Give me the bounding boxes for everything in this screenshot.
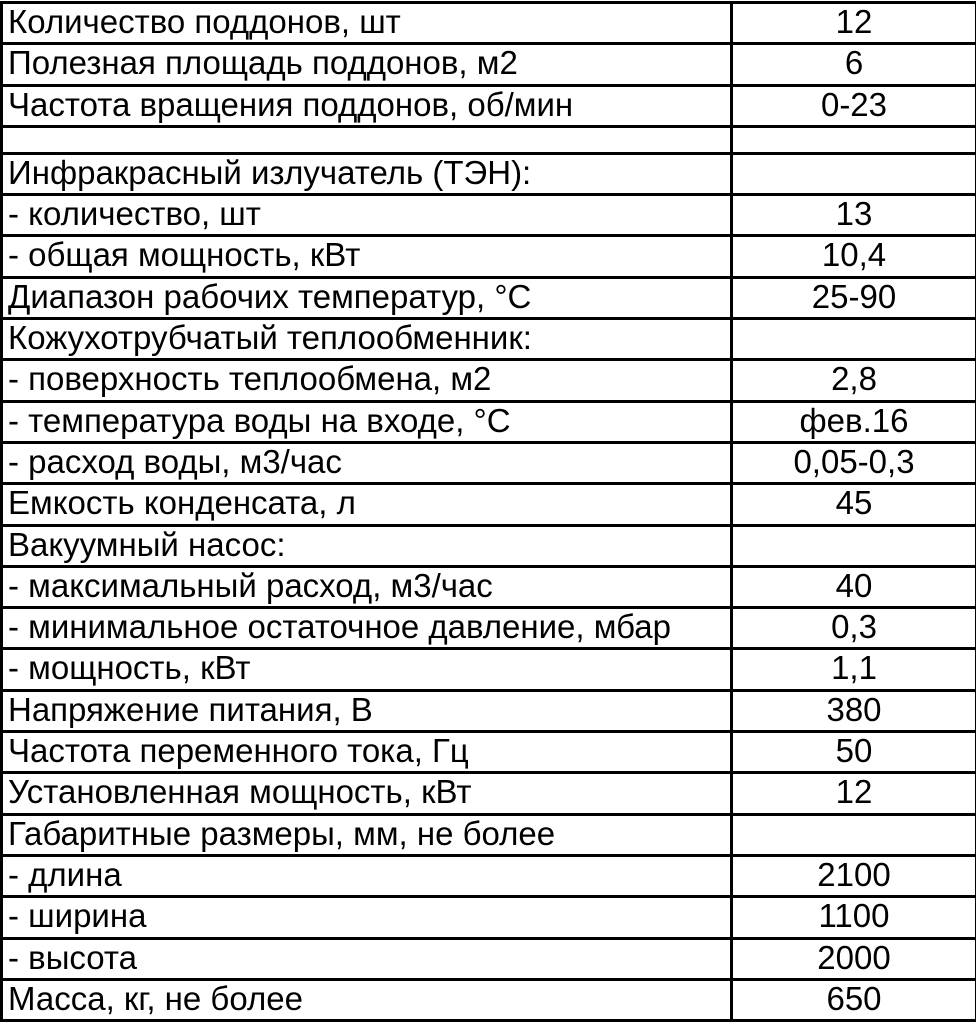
table-row <box>2 484 976 525</box>
param-value-cell <box>732 525 976 566</box>
param-value-cell: 0-23 <box>732 85 976 126</box>
param-value-cell: 650 <box>732 979 976 1020</box>
param-name-cell: Частота вращения поддонов, об/мин <box>2 85 732 126</box>
param-value-cell: 0,05-0,3 <box>732 442 976 483</box>
param-name-cell: Частота переменного тока, Гц <box>2 732 732 773</box>
param-name-cell: Габаритные размеры, мм, не более <box>2 814 732 855</box>
param-value-cell <box>732 319 976 360</box>
param-name-cell: Емкость конденсата, л <box>2 484 732 525</box>
table-row <box>2 814 976 855</box>
param-name-cell: - температура воды на входе, °С <box>2 401 732 442</box>
param-name-cell: - общая мощность, кВт <box>2 236 732 277</box>
table-row <box>2 401 976 442</box>
table-row <box>2 153 976 194</box>
param-name-cell: Вакуумный насос: <box>2 525 732 566</box>
param-value-cell: 12 <box>732 773 976 814</box>
param-name-cell: - длина <box>2 855 732 896</box>
table-row <box>2 3 976 44</box>
table-row <box>2 732 976 773</box>
param-name-cell: - расход воды, м3/час <box>2 442 732 483</box>
param-name-cell: - максимальный расход, м3/час <box>2 566 732 607</box>
param-value-cell: 1100 <box>732 897 976 938</box>
table-row <box>2 277 976 318</box>
table-row <box>2 773 976 814</box>
table-row <box>2 897 976 938</box>
param-value-cell: 6 <box>732 44 976 85</box>
param-name-cell: Напряжение питания, В <box>2 690 732 731</box>
param-value-cell: 50 <box>732 732 976 773</box>
param-name-cell: - минимальное остаточное давление, мбар <box>2 608 732 649</box>
table-row <box>2 649 976 690</box>
param-value-cell: 1,1 <box>732 649 976 690</box>
param-name-cell: Полезная площадь поддонов, м2 <box>2 44 732 85</box>
param-name-cell: Установленная мощность, кВт <box>2 773 732 814</box>
spec-table-body <box>2 3 976 1021</box>
param-name-cell: Инфракрасный излучатель (ТЭН): <box>2 153 732 194</box>
param-value-cell: 380 <box>732 690 976 731</box>
param-value-cell: 12 <box>732 3 976 44</box>
table-row <box>2 566 976 607</box>
specification-table <box>0 1 976 1022</box>
param-value-cell: фев.16 <box>732 401 976 442</box>
table-row <box>2 855 976 896</box>
table-row <box>2 608 976 649</box>
param-value-cell: 10,4 <box>732 236 976 277</box>
param-name-cell: Кожухотрубчатый теплообменник: <box>2 319 732 360</box>
table-row <box>2 126 976 153</box>
param-value-cell: 2000 <box>732 938 976 979</box>
param-value-cell: 2100 <box>732 855 976 896</box>
table-row <box>2 44 976 85</box>
param-value-cell: 0,3 <box>732 608 976 649</box>
param-name-cell: - количество, шт <box>2 195 732 236</box>
table-row <box>2 319 976 360</box>
param-value-cell: 13 <box>732 195 976 236</box>
table-row <box>2 690 976 731</box>
param-value-cell: 2,8 <box>732 360 976 401</box>
table-row <box>2 979 976 1020</box>
table-row <box>2 85 976 126</box>
param-value-cell: 25-90 <box>732 277 976 318</box>
param-name-cell: Диапазон рабочих температур, °С <box>2 277 732 318</box>
param-value-cell: 40 <box>732 566 976 607</box>
table-row <box>2 442 976 483</box>
param-name-cell: - высота <box>2 938 732 979</box>
param-name-cell: Масса, кг, не более <box>2 979 732 1020</box>
param-name-cell: - мощность, кВт <box>2 649 732 690</box>
param-value-cell <box>732 126 976 153</box>
param-name-cell: - ширина <box>2 897 732 938</box>
param-name-cell: Количество поддонов, шт <box>2 3 732 44</box>
param-value-cell: 45 <box>732 484 976 525</box>
param-value-cell <box>732 814 976 855</box>
param-value-cell <box>732 153 976 194</box>
table-row <box>2 938 976 979</box>
param-name-cell: - поверхность теплообмена, м2 <box>2 360 732 401</box>
param-name-cell <box>2 126 732 153</box>
table-row <box>2 236 976 277</box>
table-row <box>2 360 976 401</box>
table-row <box>2 525 976 566</box>
table-row <box>2 195 976 236</box>
